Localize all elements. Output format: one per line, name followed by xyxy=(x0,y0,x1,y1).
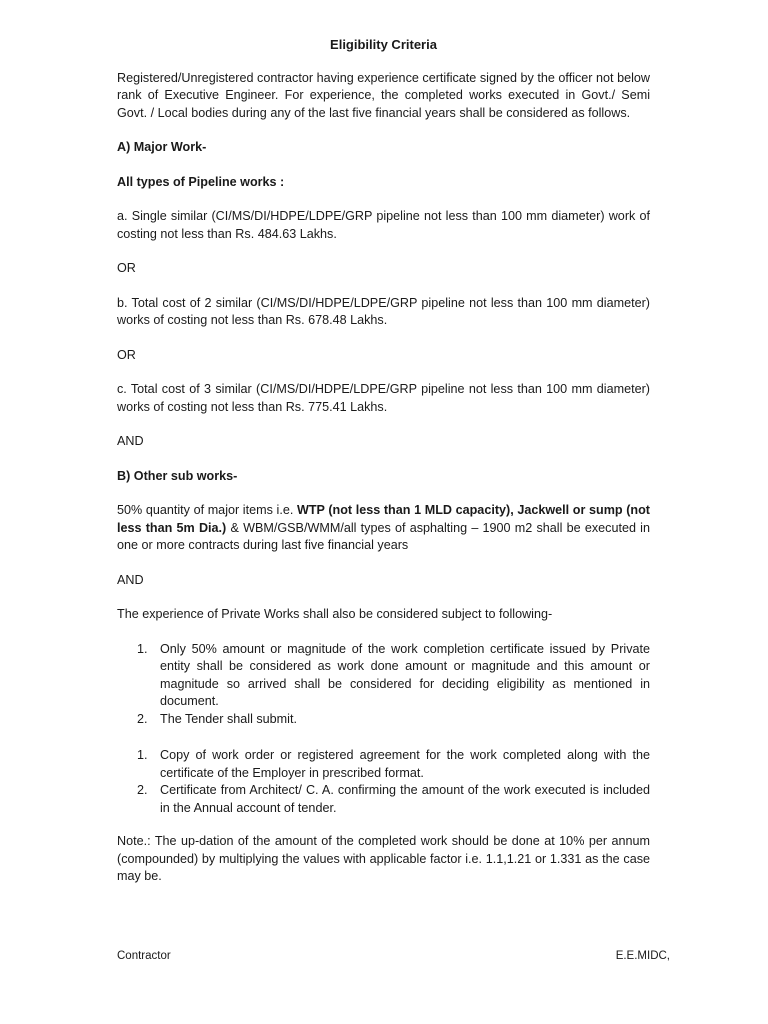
list-item-number: 1. xyxy=(137,641,148,656)
document-body xyxy=(117,36,650,903)
option-c-paragraph: c. Total cost of 3 similar (CI/MS/DI/HDPE/LDPE/GRP pipeline not less than 100 mm diameter) works of costing not less than Rs. 775.41 Lakhs. xyxy=(117,382,650,414)
option-b-paragraph: b. Total cost of 2 similar (CI/MS/DI/HDPE/LDPE/GRP pipeline not less than 100 mm diameter) works of costing not less than Rs. 678.48 Lakhs. xyxy=(117,295,650,327)
and-separator-2: AND xyxy=(117,572,144,587)
list-item-text: Copy of work order or registered agreement for the work completed along with the certificate of the Employer in prescribed format. xyxy=(160,748,650,780)
list-item-text: Only 50% amount or magnitude of the work completion certificate issued by Private entity shall be considered as work done amount or magnitude and this amount or magnitude so arrived shall be considered for deciding eligibility as mentioned in document. xyxy=(160,641,650,708)
intro-paragraph: Registered/Unregistered contractor having experience certificate signed by the officer not below rank of Executive Engineer. For experience, the completed works executed in Govt./ Semi Govt. / Local bodies during any of the last five financial years shall be considered as follows. xyxy=(117,70,650,120)
footer-contractor: Contractor xyxy=(117,950,171,962)
other-text-bold: WTP (not less than 1 MLD capacity), Jackwell or sump (not less than 5m Dia.) xyxy=(117,503,650,535)
or-separator-2: OR xyxy=(117,347,136,362)
other-text-part1: 50% quantity of major items i.e. xyxy=(117,503,297,517)
list-item-text: Certificate from Architect/ C. A. confirming the amount of the work executed is included in the Annual account of tender. xyxy=(160,783,650,815)
list-item-number: 2. xyxy=(137,783,148,797)
major-work-heading: A) Major Work- xyxy=(117,140,207,154)
list-item xyxy=(117,641,650,711)
or-separator-1: OR xyxy=(117,261,136,275)
document-title: Eligibility Criteria xyxy=(330,37,437,52)
list-item-number: 1. xyxy=(137,748,148,762)
list-item-number: 2. xyxy=(137,711,148,726)
other-text-part2: & WBM/GSB/WMM/all types of asphalting – 1900 m2 shall be executed in one or more contracts during last five financial years xyxy=(117,520,650,552)
note-paragraph: Note.: The up-dation of the amount of the completed work should be done at 10% per annum (compounded) by multiplying the values with applicable factor i.e. 1.1,1.21 or 1.331 as the case may be. xyxy=(117,834,650,883)
list-item xyxy=(117,747,650,782)
list-item-text: The Tender shall submit. xyxy=(160,711,297,726)
private-works-list xyxy=(117,641,650,729)
list-item xyxy=(117,782,650,817)
other-sub-works-heading: B) Other sub works- xyxy=(117,468,238,483)
option-a-paragraph: a. Single similar (CI/MS/DI/HDPE/LDPE/GRP pipeline not less than 100 mm diameter) work of costing not less than Rs. 484.63 Lakhs. xyxy=(117,209,650,241)
pipeline-works-heading: All types of Pipeline works : xyxy=(117,174,285,189)
submission-list xyxy=(117,747,650,817)
and-separator-1: AND xyxy=(117,434,144,448)
footer-signatory: E.E.MIDC, xyxy=(615,950,670,962)
list-item xyxy=(117,711,650,729)
private-works-intro: The experience of Private Works shall also be considered subject to following- xyxy=(117,607,553,621)
other-sub-works-paragraph xyxy=(117,502,650,555)
